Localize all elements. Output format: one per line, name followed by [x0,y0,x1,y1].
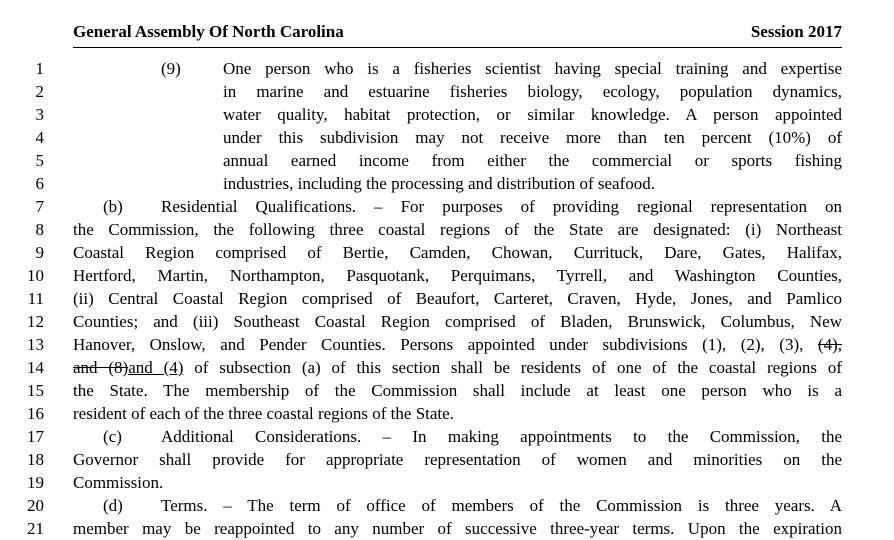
bill-line [0,103,894,126]
inserted-text: and (4) [128,358,184,377]
line-number: 2 [35,82,44,101]
bill-line [0,126,894,149]
bill-line [0,218,894,241]
line-number: 18 [27,450,44,469]
bill-line [0,172,894,195]
header-session: Session 2017 [750,22,842,41]
subdivision-marker: (9) [161,59,181,78]
line-text [73,356,842,379]
line-number: 15 [27,381,44,400]
line-text: under this subdivision may not receive more than ten percent (10%) of [223,128,842,147]
line-text: Additional Considerations. – In making appointments to the Commission, the [161,427,842,446]
line-number: 21 [27,519,44,538]
line-text: in marine and estuarine fisheries biology, ecology, population dynamics, [223,82,842,101]
section-marker: (d) [103,496,123,515]
line-number: 16 [27,404,44,423]
bill-line [0,241,894,264]
line-number: 14 [27,358,44,377]
line-number: 11 [27,289,44,308]
line-number: 1 [35,59,44,78]
line-text: Governor shall provide for appropriate representation of women and minorities on the [73,450,842,469]
line-number: 5 [35,151,44,170]
line-number: 17 [27,427,44,446]
line-text: Counties; and (iii) Southeast Coastal Region comprised of Bladen, Brunswick, Columbus, New [73,312,842,331]
line-number: 7 [35,197,44,216]
bill-line [0,471,894,494]
line-text: resident of each of the three coastal regions of the State. [73,404,454,423]
bill-line [0,356,894,379]
line-text: industries, including the processing and distribution of seafood. [223,174,656,193]
line-number: 8 [35,220,44,239]
bill-line [0,425,894,448]
line-text-segment: of subsection (a) of this section shall be residents of one of the coastal regions of [183,358,842,377]
bill-line [0,333,894,356]
line-text: Hertford, Martin, Northampton, Pasquotank, Perquimans, Tyrrell, and Washington Counties, [73,266,842,285]
line-number: 13 [27,335,44,354]
line-text: (ii) Central Coastal Region comprised of Beaufort, Carteret, Craven, Hyde, Jones, and Pamlico [73,289,842,308]
deleted-text: and (8) [73,358,129,377]
line-text: the Commission, the following three coastal regions of the State are designated: (i) Northeast [73,220,842,239]
bill-line [0,517,894,540]
line-text: the State. The membership of the Commission shall include at least one person who is a [73,381,842,400]
line-number: 6 [35,174,44,193]
section-marker: (c) [103,427,122,446]
bill-line [0,264,894,287]
bill-line [0,149,894,172]
bill-line [0,448,894,471]
line-number: 10 [27,266,44,285]
line-number: 4 [35,128,44,147]
line-number: 9 [35,243,44,262]
page-header [73,19,842,45]
line-text-segment: Hanover, Onslow, and Pender Counties. Persons appointed under subdivisions (1), (2), (3), [73,335,818,354]
line-text: Coastal Region comprised of Bertie, Camden, Chowan, Currituck, Dare, Gates, Halifax, [73,243,842,262]
section-marker: (b) [103,197,123,216]
line-number: 19 [27,473,44,492]
bill-line [0,57,894,80]
bill-line [0,402,894,425]
line-number: 20 [27,496,44,515]
bill-line [0,379,894,402]
line-text: Terms. – The term of office of members of the Commission is three years. A [161,496,842,515]
bill-line [0,310,894,333]
header-rule [73,47,842,48]
line-text: One person who is a fisheries scientist having special training and expertise [223,59,842,78]
line-text: water quality, habitat protection, or similar knowledge. A person appointed [223,105,842,124]
line-number: 3 [35,105,44,124]
bill-line [0,494,894,517]
deleted-text: (4), [817,335,842,354]
line-text [73,333,842,356]
line-number: 12 [27,312,44,331]
line-text: member may be reappointed to any number of successive three-year terms. Upon the expiration [73,519,842,538]
line-text: Commission. [73,473,164,492]
line-text: Residential Qualifications. – For purposes of providing regional representation on [161,197,842,216]
line-text: annual earned income from either the commercial or sports fishing [223,151,842,170]
bill-line [0,287,894,310]
bill-line [0,80,894,103]
bill-line [0,195,894,218]
header-assembly-title: General Assembly Of North Carolina [73,22,344,41]
